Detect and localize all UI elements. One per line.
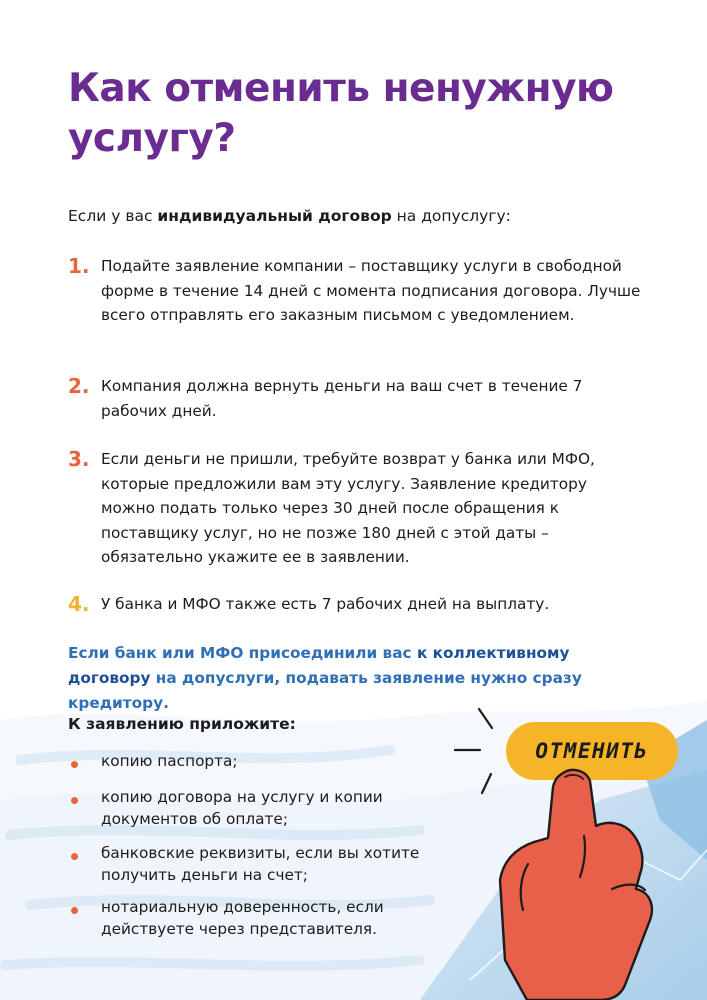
bullet-dot-icon [71,797,78,804]
bullet-dot-icon [71,853,78,860]
step-text: Подайте заявление компании – поставщику услуги в свободной форме в течение 14 дней с момента подписания договора. Лучше всего отправлять его заказным письмом с уведомлением. [101,257,641,324]
step-number: 4. [68,592,90,616]
note-prefix: Если банк или МФО присоединили вас [68,644,417,662]
attachment-text: нотариальную доверенность, если действуете через представителя. [101,898,384,938]
intro-prefix: Если у вас [68,207,158,225]
page-title: Как отменить ненужную услугу? [68,66,614,161]
collective-contract-note [68,641,648,716]
step-number: 2. [68,374,90,398]
attachment-text: копию договора на услугу и копии документов об оплате; [101,788,383,828]
step-number: 3. [68,447,90,471]
cancel-button-label: ОТМЕНИТЬ [535,739,649,763]
note-suffix: на допуслуги, подавать заявление нужно сразу кредитору. [68,669,582,712]
note-strong: к коллективному договору [68,644,570,687]
bullet-dot-icon [71,761,78,768]
bullet-dot-icon [71,907,78,914]
cancel-button [506,722,678,780]
intro-suffix: на допуслугу: [391,207,511,225]
step-text: У банка и МФО также есть 7 рабочих дней на выплату. [101,595,550,613]
step-text: Если деньги не пришли, требуйте возврат у банка или МФО, которые предложили вам эту услугу. Заявление кредитору можно подать только через 30 дней после обращения к поставщику услуг, но не позже 180 дней с этой даты – обязательно укажите ее в заявлении. [101,450,595,566]
step-text: Компания должна вернуть деньги на ваш счет в течение 7 рабочих дней. [101,377,583,420]
attachment-text: копию паспорта; [101,752,238,770]
attachment-text: банковские реквизиты, если вы хотите получить деньги на счет; [101,844,420,884]
intro-text [68,205,511,227]
intro-bold: индивидуальный договор [157,207,392,225]
attachments-title: К заявлению приложите: [68,715,296,733]
step-number: 1. [68,254,90,278]
